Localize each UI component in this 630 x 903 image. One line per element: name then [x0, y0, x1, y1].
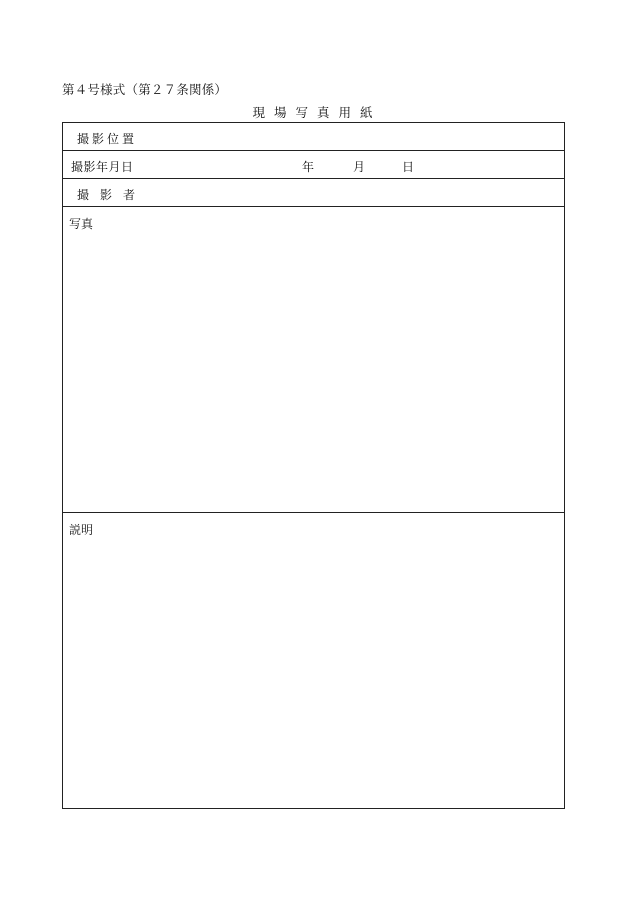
date-label: 撮影年月日: [71, 160, 134, 174]
photographer-field[interactable]: [173, 179, 564, 206]
date-row: [63, 151, 564, 179]
photo-label: 写真: [69, 217, 94, 231]
photographer-row: [63, 179, 564, 207]
form-number: 第４号様式（第２７条関係）: [62, 82, 228, 97]
photo-area[interactable]: [63, 231, 564, 512]
description-label: 説明: [69, 523, 94, 537]
photo-section: [63, 207, 564, 513]
month-unit: 月: [353, 160, 366, 174]
location-row: [63, 123, 564, 151]
photo-form-table: [62, 122, 565, 809]
document-title: 現場写真用紙: [252, 105, 382, 120]
day-unit: 日: [402, 160, 415, 174]
description-area[interactable]: [63, 537, 564, 808]
photographer-label: 撮影者: [77, 188, 147, 202]
location-label: 撮影位置: [77, 132, 138, 146]
location-field[interactable]: [173, 123, 564, 150]
year-unit: 年: [302, 160, 315, 174]
description-section: [63, 513, 564, 808]
date-field[interactable]: [173, 151, 564, 178]
